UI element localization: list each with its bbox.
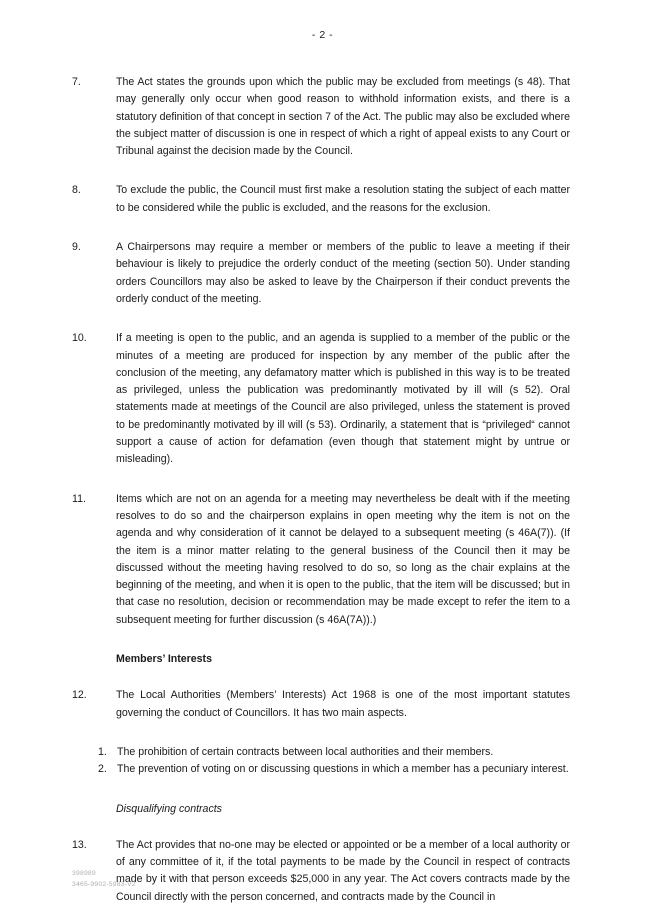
- clause-7: [72, 74, 570, 160]
- clause-number: 10.: [72, 332, 87, 345]
- page-number-header: - 2 -: [311, 29, 334, 41]
- list-item: [98, 744, 570, 761]
- clause-13: [72, 837, 570, 906]
- clause-text: The Local Authorities (Members’ Interests) Act 1968 is one of the most important statutes governing the conduct of Councillors. It has two main aspects.: [116, 689, 570, 719]
- clause-8: [72, 182, 570, 217]
- clause-12: [72, 687, 570, 722]
- clause-text: Items which are not on an agenda for a meeting may nevertheless be dealt with if the meeting resolves to do so and the chairperson explains in open meeting why the item is not on the agenda and why consideration of it cannot be delayed to a subsequent meeting (s 46A(7)). (If the item is a minor matter relating to the general business of the Council then it may be discussed without the meeting having resolved to do so, so long as the chair explains at the beginning of the meeting, and when it is open to the public, that the item will be discussed; but in that case no resolution, decision or recommendation may be made except to refer the item to a subsequent meeting for further discussion (s 46A(7A)).): [116, 492, 570, 626]
- clause-text: The Act provides that no-one may be elected or appointed or be a member of a local authority or of any committee of it, if the total payments to be made by the Council in respect of contracts made by it with that person exceeds $25,000 in any year. The Act covers contracts made by the Council directly with the person concerned, and contracts made by the Council in: [116, 838, 570, 903]
- clause-9: [72, 239, 570, 308]
- list-item-number: 1.: [98, 745, 107, 758]
- document-body: [72, 74, 570, 912]
- clause-number: 13.: [72, 838, 87, 851]
- section-heading-members-interests: Members’ Interests: [116, 653, 212, 666]
- clause-text: The Act states the grounds upon which the public may be excluded from meetings (s 48). That may generally only occur when good reason to withhold information exists, and there is a statutory definition of that concept in section 7 of the Act. The public may also be excluded where the subject matter of discussion is one in respect of which a right of appeal exists to any Court or Tribunal against the decision made by the Council.: [116, 76, 570, 158]
- clause-number: 9.: [72, 241, 81, 254]
- clause-text: A Chairpersons may require a member or members of the public to leave a meeting if their behaviour is likely to prejudice the orderly conduct of the meeting (section 50). Under standing orders Councillors may also be asked to leave by the Chairperson if their conduct prevents the orderly conduct of the meeting.: [116, 241, 570, 305]
- clause-number: 12.: [72, 689, 87, 702]
- subsection-heading-disqualifying-contracts: Disqualifying contracts: [116, 802, 222, 815]
- list-item: [98, 761, 570, 778]
- list-item-text: The prevention of voting on or discussing questions in which a member has a pecuniary interest.: [117, 763, 569, 776]
- document-footer: [72, 869, 136, 890]
- footer-reference-code: 3465-9902-5983-V2: [72, 880, 136, 888]
- list-item-number: 2.: [98, 763, 107, 776]
- footer-document-id: 398989: [72, 870, 96, 877]
- clause-11: [72, 491, 570, 629]
- clause-10: [72, 330, 570, 468]
- members-interests-aspects-list: [72, 744, 570, 779]
- clause-number: 11.: [72, 492, 86, 505]
- clause-number: 8.: [72, 184, 81, 197]
- list-item-text: The prohibition of certain contracts between local authorities and their members.: [117, 745, 494, 758]
- clause-number: 7.: [72, 76, 81, 88]
- clause-text: If a meeting is open to the public, and an agenda is supplied to a member of the public or the minutes of a meeting are produced for inspection by any member of the public after the conclusion of the meeting, any defamatory matter which is published in this way is to be treated as privileged, unless the publication was predominantly motivated by ill will (s 52). Oral statements made at meetings of the Council are also privileged, unless the statement is proved to be predominantly motivated by ill will (s 53). Ordinarily, a statement that is “privileged“ cannot support a cause of action for defamation (even though that statement might by untrue or misleading).: [116, 332, 570, 466]
- clause-text: To exclude the public, the Council must first make a resolution stating the subject of each matter to be considered while the public is excluded, and the reasons for the exclusion.: [116, 184, 570, 214]
